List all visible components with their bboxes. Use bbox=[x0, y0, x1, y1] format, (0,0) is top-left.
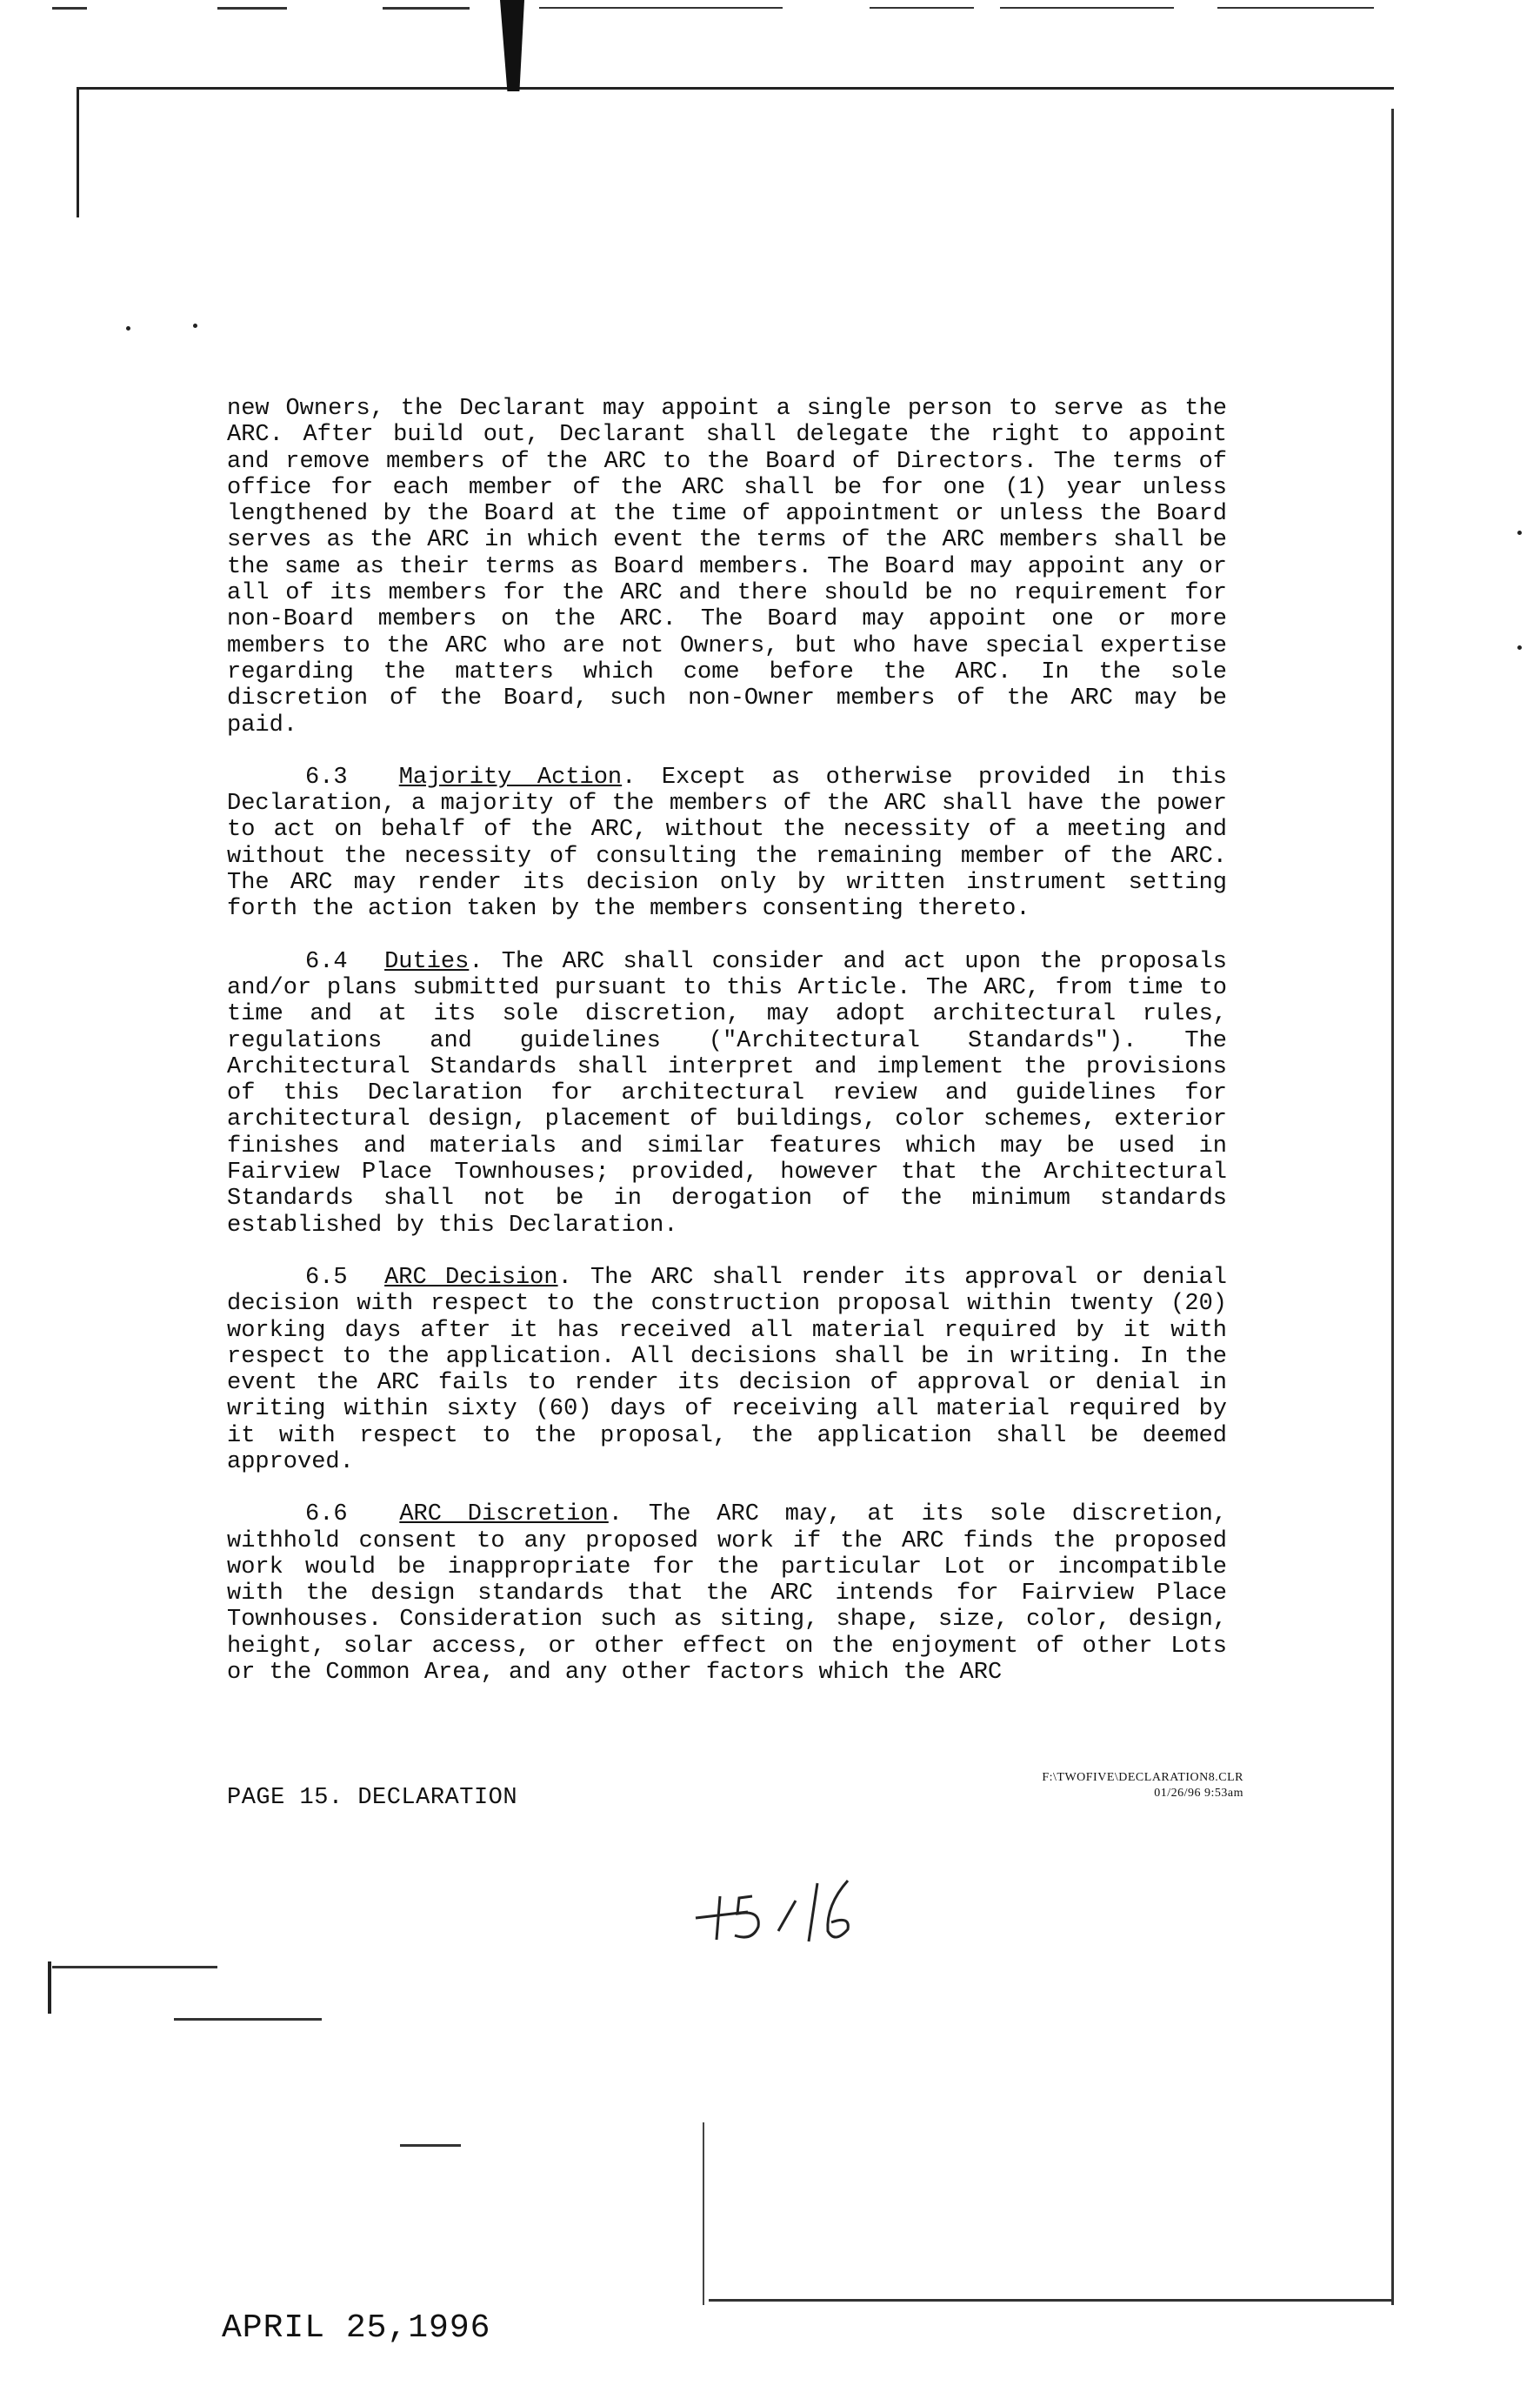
page-frame-top bbox=[77, 87, 1394, 90]
section-text: . Except as otherwise provided in this Declaration, a majority of the members of the ARC shall have the power to act on behalf of the ARC, without the necessity of a meeting and without the necessity of consulting the remaining member of the ARC. The ARC may render its decision only by written instrument setting forth the action taken by the members consenting thereto. bbox=[227, 764, 1227, 923]
section-text: . The ARC shall render its approval or denial decision with respect to the construction proposal within twenty (20) working days after it has received all material required by it with respect to the application. All decisions shall be in writing. In the event the ARC fails to render its decision of approval or denial in writing within sixty (60) days of receiving all material required by it with respect to the proposal, the application shall be deemed approved. bbox=[227, 1264, 1228, 1475]
page-frame-left bbox=[77, 87, 79, 217]
section-6-4 bbox=[227, 949, 1227, 1239]
section-number: 6.5 bbox=[305, 1264, 348, 1291]
scan-speck bbox=[1517, 645, 1522, 650]
file-path: F:\TWOFIVE\DECLARATION8.CLR bbox=[1042, 1771, 1243, 1784]
section-heading: Duties bbox=[384, 948, 470, 975]
scan-dash bbox=[383, 7, 470, 10]
scan-dash bbox=[1217, 7, 1374, 9]
scan-dash bbox=[217, 7, 287, 10]
paragraph-text: new Owners, the Declarant may appoint a single person to serve as the ARC. After build out, Declarant shall delegate the right to appoint and remove members of the ARC to the Board of Directors. The terms of office for each member of the ARC shall be for one (1) year unless lengthened by the Board at the time of appointment or unless the Board serves as the ARC in which event the terms of the ARC members shall be the same as their terms as Board members. The Board may appoint any or all of its members for the ARC and there should be no requirement for non-Board members on the ARC. The Board may appoint one or more members to the ARC who are not Owners, but who have special expertise regarding the matters which come before the ARC. In the sole discretion of the Board, such non-Owner members of the ARC may be paid. bbox=[227, 396, 1227, 738]
declaration-body bbox=[227, 396, 1227, 1712]
section-heading: ARC Discretion bbox=[399, 1501, 609, 1528]
scan-smudge bbox=[174, 2018, 322, 2021]
scan-speck bbox=[126, 326, 130, 331]
file-date: 01/26/96 9:53am bbox=[1154, 1787, 1243, 1800]
scan-dash bbox=[870, 7, 974, 9]
date-stamp: APRIL 25,1996 bbox=[222, 2309, 491, 2347]
scan-dash bbox=[52, 7, 87, 10]
section-number: 6.4 bbox=[305, 948, 348, 975]
scan-dash bbox=[539, 7, 783, 9]
handwritten-page-number bbox=[687, 1870, 878, 1948]
page-footer-label: PAGE 15. DECLARATION bbox=[227, 1785, 518, 1811]
section-heading: ARC Decision bbox=[384, 1264, 558, 1291]
section-text: . The ARC shall consider and act upon the proposals and/or plans submitted pursuant to this Article. The ARC, from time to time and at its sole discretion, may adopt architectural rules, regulations and guidelines ("Architectural Standards"). The Architectural Standards shall interpret and implement the provisions of this Declaration for architectural review and guidelines for architectural design, placement of buildings, color schemes, exterior finishes and materials and similar features which may be used in Fairview Place Townhouses; provided, however that the Architectural Standards shall not be in derogation of the minimum standards established by this Declaration. bbox=[227, 948, 1227, 1239]
file-stamp bbox=[1026, 1770, 1243, 1801]
scan-smudge bbox=[52, 1966, 217, 1968]
page-frame-bottom bbox=[709, 2299, 1391, 2302]
page-frame-right bbox=[1391, 109, 1394, 2305]
scan-dash bbox=[1000, 7, 1174, 9]
section-6-6 bbox=[227, 1501, 1227, 1686]
section-number: 6.6 bbox=[305, 1501, 348, 1528]
binding-mark bbox=[500, 0, 524, 91]
scan-speck bbox=[193, 324, 197, 328]
scan-speck bbox=[1517, 531, 1522, 535]
paragraph-continuation bbox=[227, 396, 1227, 738]
section-heading: Majority Action bbox=[398, 764, 623, 791]
section-6-3 bbox=[227, 765, 1227, 923]
section-text: . The ARC may, at its sole discretion, withhold consent to any proposed work if the ARC finds the proposed work would be inappropriate for the particular Lot or incompatible with the design standards that the ARC intends for Fairview Place Townhouses. Consideration such as siting, shape, size, color, design, height, solar access, or other effect on the enjoyment of other Lots or the Common Area, and any other factors which the ARC bbox=[227, 1501, 1228, 1687]
scan-bracket bbox=[48, 1961, 51, 2014]
scan-smudge bbox=[400, 2144, 461, 2147]
section-number: 6.3 bbox=[305, 764, 348, 791]
scan-line bbox=[703, 2122, 704, 2305]
section-6-5 bbox=[227, 1265, 1227, 1475]
